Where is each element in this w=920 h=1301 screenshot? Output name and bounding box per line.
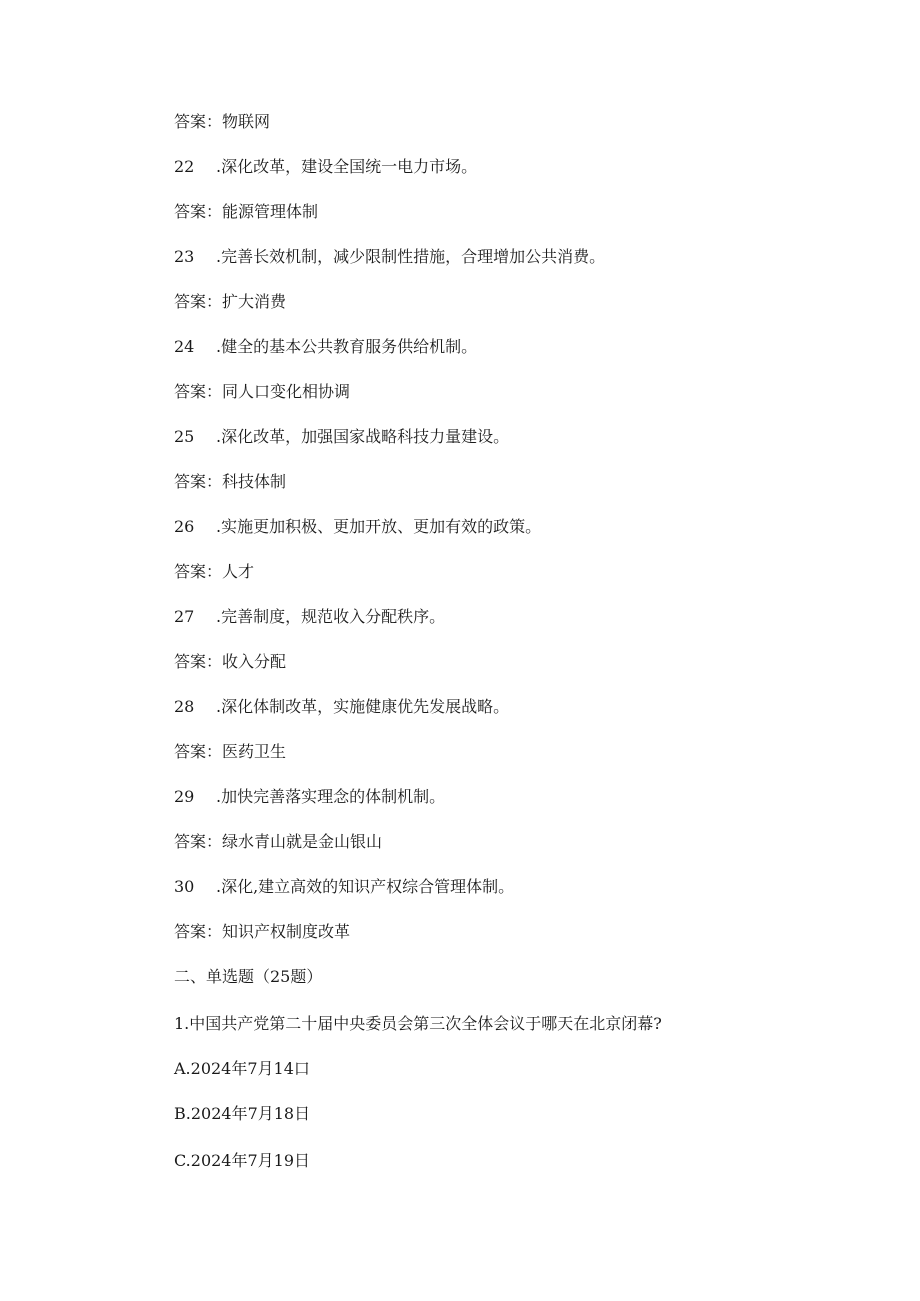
answer-line: 答案：能源管理体制: [174, 202, 319, 221]
question-text: .完善制度，规范收入分配秩序。: [216, 607, 446, 626]
question-line: [174, 157, 477, 177]
question-line: [174, 337, 477, 357]
question-number: 26: [174, 517, 195, 536]
question-line: 1.中国共产党第二十届中央委员会第三次全体会议于哪天在北京闭幕?: [174, 1014, 662, 1033]
section-heading: 二、单选题（25题）: [174, 967, 323, 986]
question-text: .深化改革，建设全国统一电力市场。: [216, 157, 478, 176]
question-line: [174, 517, 541, 537]
question-number: 23: [174, 247, 195, 266]
question-line: [174, 427, 509, 447]
question-text: .实施更加积极、更加开放、更加有效的政策。: [216, 517, 542, 536]
question-number: 28: [174, 697, 195, 716]
answer-line: 答案：绿水青山就是金山银山: [174, 832, 383, 851]
answer-line: 答案：知识产权制度改革: [174, 922, 351, 941]
option-line: A.2024年7月14口: [174, 1059, 310, 1078]
question-text: .深化,建立高效的知识产权综合管理体制。: [216, 877, 515, 896]
question-text: .深化体制改革，实施健康优先发展战略。: [216, 697, 510, 716]
question-line: [174, 697, 509, 717]
question-line: [174, 787, 445, 807]
question-number: 25: [174, 427, 195, 446]
question-number: 30: [174, 877, 195, 896]
question-number: 22: [174, 157, 195, 176]
question-number: 27: [174, 607, 195, 626]
answer-line: 答案：科技体制: [174, 472, 287, 491]
answer-line: 答案：医药卫生: [174, 742, 287, 761]
answer-line: 答案：同人口变化相协调: [174, 382, 351, 401]
option-line: B.2024年7月18日: [174, 1104, 311, 1123]
option-line: C.2024年7月19日: [174, 1151, 311, 1170]
answer-line: 答案：扩大消费: [174, 292, 287, 311]
answer-line: 答案：物联网: [174, 112, 271, 131]
answer-line: 答案：人才: [174, 562, 255, 581]
question-text: .加快完善落实理念的体制机制。: [216, 787, 446, 806]
question-number: 29: [174, 787, 195, 806]
question-line: [174, 247, 605, 267]
question-number: 24: [174, 337, 195, 356]
answer-line: 答案：收入分配: [174, 652, 287, 671]
question-text: .完善长效机制，减少限制性措施，合理增加公共消费。: [216, 247, 606, 266]
question-line: [174, 877, 514, 897]
question-line: [174, 607, 445, 627]
question-text: .深化改革，加强国家战略科技力量建设。: [216, 427, 510, 446]
question-text: .健全的基本公共教育服务供给机制。: [216, 337, 478, 356]
